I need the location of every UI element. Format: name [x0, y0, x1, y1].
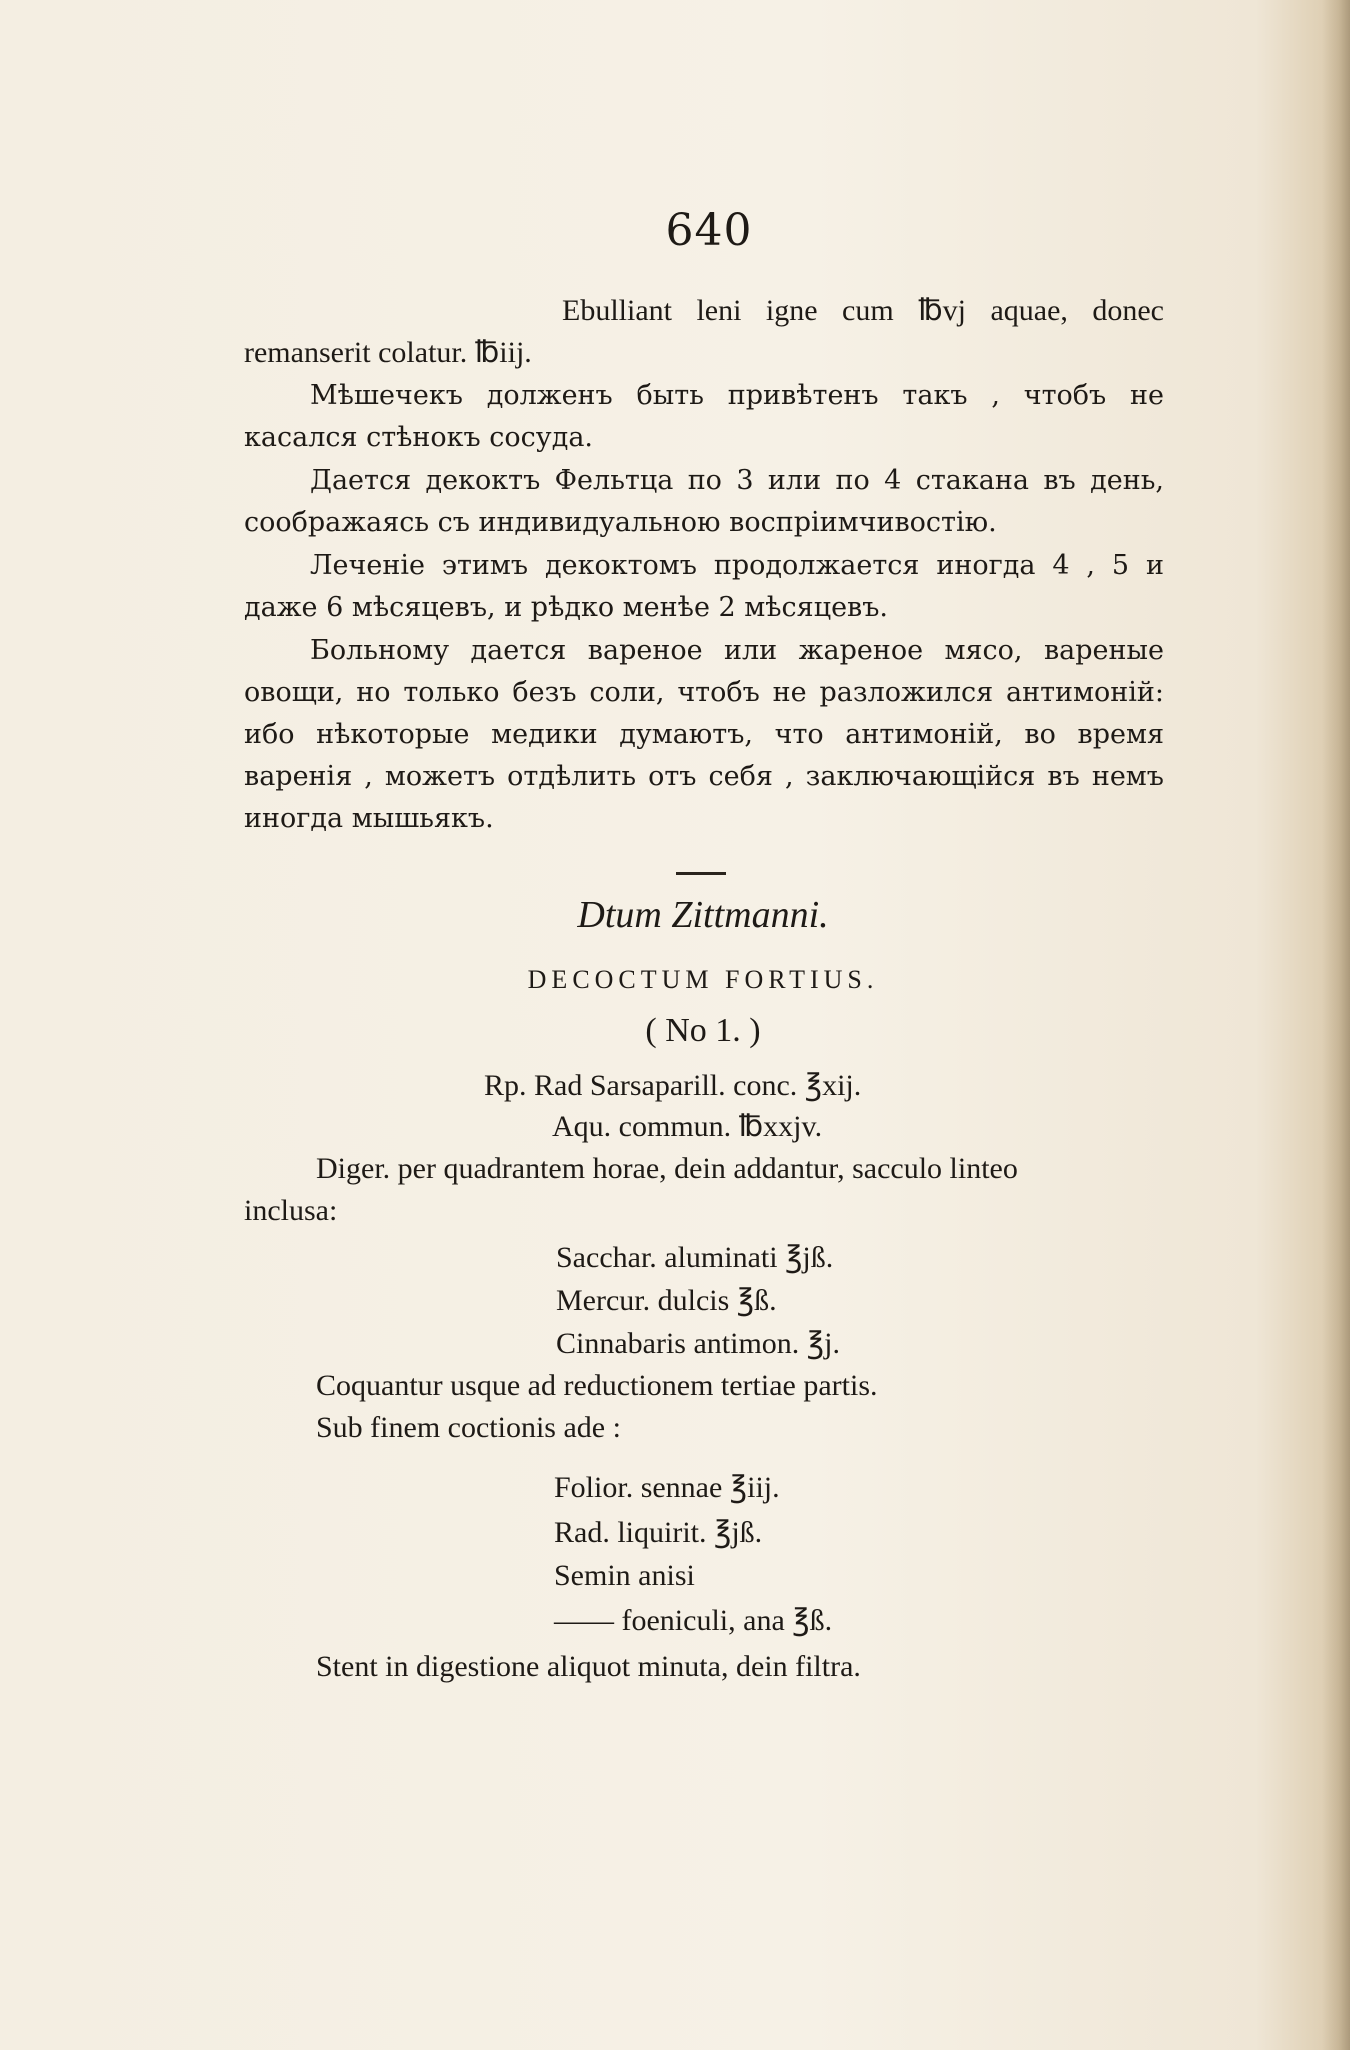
- paragraph-text: Дается декоктъ Фельтца по 3 или по 4 стакана въ день, соображаясь съ индивидуальною воспріимчивостію.: [244, 465, 1164, 538]
- recipe-instruction: inclusa:: [244, 1194, 338, 1227]
- paragraph-duration: [244, 545, 1164, 629]
- recipe-ingredient: Semin anisi: [554, 1559, 695, 1592]
- recipe-line: Aqu. commun. ℔xxjv.: [552, 1110, 823, 1143]
- recipe-instruction: Diger. per quadrantem horae, dein addantur, sacculo linteo: [316, 1152, 1018, 1185]
- paragraph-pouch: [244, 375, 1164, 459]
- paragraph-text: Ebulliant leni igne cum ℔vj aquae, donec remanserit colatur. ℔iij.: [244, 294, 1164, 369]
- recipe-instruction: Sub finem coctionis ade :: [316, 1411, 621, 1444]
- recipe-ingredient: Folior. sennae ℥iij.: [554, 1471, 780, 1504]
- recipe-subtitle: DECOCTUM FORTIUS.: [527, 965, 879, 994]
- recipe-ingredient: Mercur. dulcis ℥ß.: [556, 1284, 777, 1317]
- paragraph-text: Больному дается вареное или жареное мясо, вареные овощи, но только безъ соли, чтобъ не разложился антимоній: ибо нѣкоторые медики думаютъ, что антимоній, во время варенія , можетъ отдѣлить отъ себя , заключающійся въ немъ иногда мышьякъ.: [244, 635, 1164, 834]
- recipe-ingredient: —— foeniculi, ana ℥ß.: [554, 1604, 833, 1637]
- paragraph-text: Леченіе этимъ декоктомъ продолжается иногда 4 , 5 и даже 6 мѣсяцевъ, и рѣдко менѣе 2 мѣсяцевъ.: [244, 550, 1164, 623]
- paragraph-latin-intro: [244, 290, 1164, 374]
- paragraph-diet: [244, 630, 1164, 840]
- recipe-ingredient: Cinnabaris antimon. ℥j.: [556, 1327, 840, 1360]
- recipe-title: Dtum Zittmanni.: [577, 894, 829, 936]
- recipe-instruction: Coquantur usque ad reductionem tertiae partis.: [316, 1369, 878, 1402]
- recipe-number: ( No 1. ): [645, 1012, 761, 1049]
- recipe-line: Rp. Rad Sarsaparill. conc. ℥xij.: [484, 1069, 862, 1102]
- section-divider: [676, 872, 726, 875]
- paragraph-dosage: [244, 460, 1164, 544]
- page-number: 640: [665, 205, 753, 256]
- recipe-ingredient: Rad. liquirit. ℥jß.: [554, 1516, 763, 1549]
- recipe-ingredient: Sacchar. aluminati ℥jß.: [556, 1241, 834, 1274]
- paragraph-text: Мѣшечекъ долженъ быть привѣтенъ такъ , чтобъ не касался стѣнокъ сосуда.: [244, 380, 1164, 453]
- recipe-instruction: Stent in digestione aliquot minuta, dein filtra.: [316, 1650, 861, 1683]
